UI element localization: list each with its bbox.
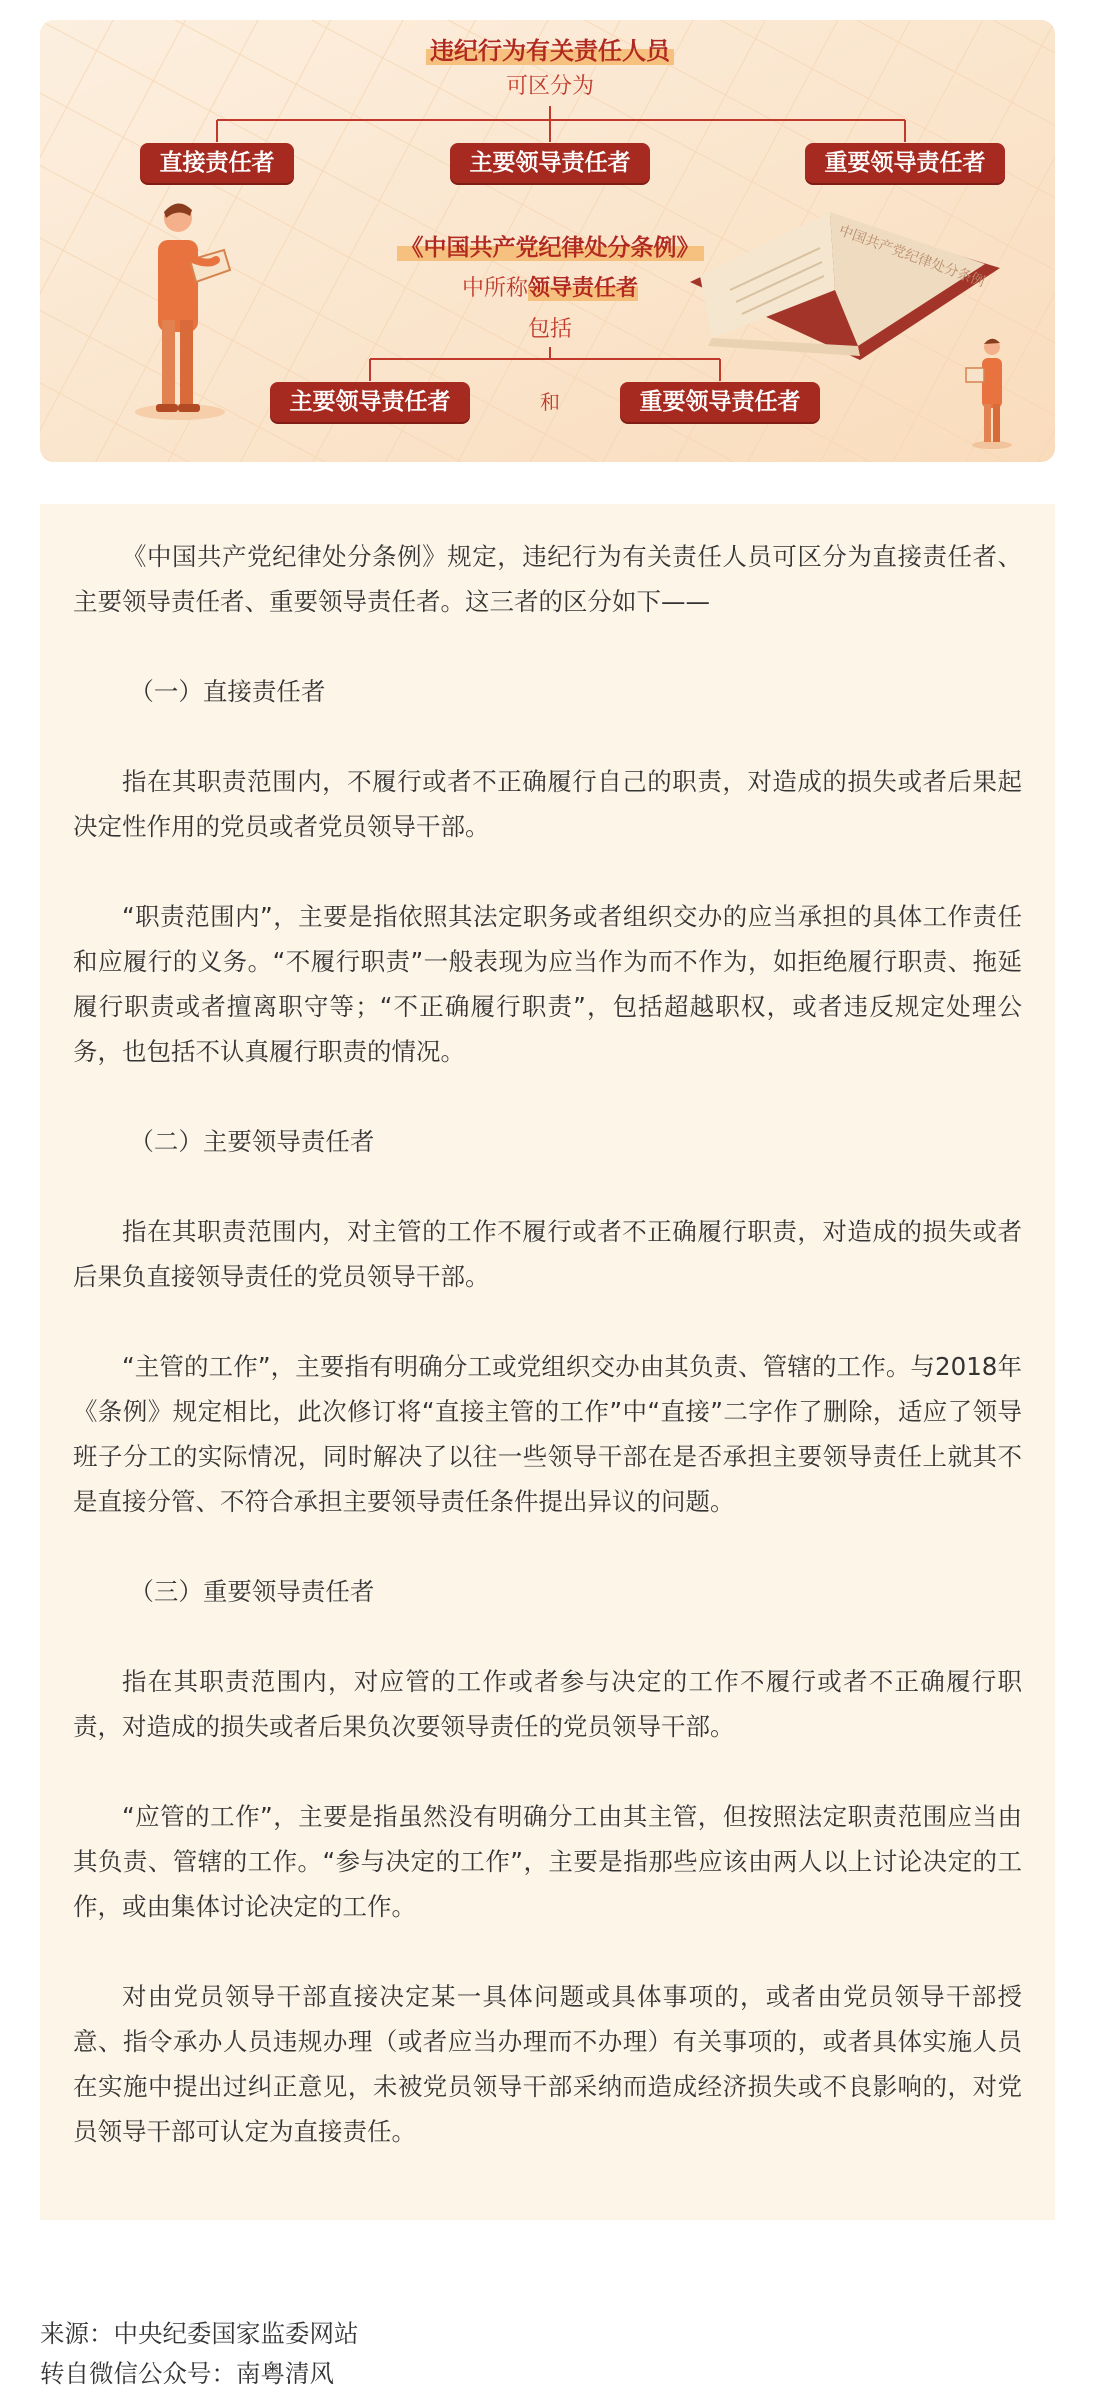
regulation-title: 《中国共产党纪律处分条例》 (380, 232, 720, 264)
category-direct-responsible: 直接责任者 (140, 143, 294, 183)
article-paragraph: 指在其职责范围内，对应管的工作或者参与决定的工作不履行或者不正确履行职责，对造成的损失或者后果负次要领导责任的党员领导干部。 (73, 1667, 1022, 1741)
infographic-subtitle: 可区分为 (505, 74, 594, 99)
regulation-mid-line: 中所称领导责任者 (461, 275, 639, 301)
category-important-leader-responsible: 重要领导责任者 (805, 143, 1005, 183)
section-heading-important-leader: （三）重要领导责任者 (129, 1577, 375, 1606)
article-paragraph: 指在其职责范围内，对主管的工作不履行或者不正确履行职责，对造成的损失或者后果负直接领导责任的党员领导干部。 (73, 1217, 1022, 1291)
article-paragraph: 指在其职责范围内，不履行或者不正确履行自己的职责，对造成的损失或者后果起决定性作用的党员或者党员领导干部。 (73, 767, 1022, 841)
leader-main-pill: 主要领导责任者 (270, 382, 470, 422)
article-paragraph: “职责范围内”，主要是指依照其法定职务或者组织交办的应当承担的具体工作责任和应履行的义务。“不履行职责”一般表现为应当作为而不作为，如拒绝履行职责、拖延履行职责或者擅离职守等；“不正确履行职责”，包括超越职权，或者违反规定处理公务，也包括不认真履行职责的情况。 (73, 902, 1022, 1066)
article-paragraph: 《中国共产党纪律处分条例》规定，违纪行为有关责任人员可区分为直接责任者、主要领导责任者、重要领导责任者。这三者的区分如下—— (73, 542, 1022, 616)
article-paragraph: “主管的工作”，主要指有明确分工或党组织交办由其负责、管辖的工作。与2018年《条例》规定相比，此次修订将“直接主管的工作”中“直接”二字作了删除，适应了领导班子分工的实际情况，同时解决了以往一些领导干部在是否承担主要领导责任上就其不是直接分管、不符合承担主要领导责任条件提出异议的问题。 (73, 1352, 1022, 1516)
article-paragraph: “应管的工作”，主要是指虽然没有明确分工由其主管，但按照法定职责范围应当由其负责、管辖的工作。“参与决定的工作”，主要是指那些应该由两人以上讨论决定的工作，或由集体讨论决定的工作。 (73, 1802, 1022, 1921)
includes-label: 包括 (527, 317, 572, 342)
leader-important-pill: 重要领导责任者 (620, 382, 820, 422)
repost-credit: 转自微信公众号：南粤清风 (40, 2359, 334, 2388)
and-label: 和 (540, 390, 560, 414)
footer-credits (40, 2314, 1040, 2394)
source-credit: 来源：中央纪委国家监委网站 (40, 2319, 359, 2348)
article-paragraph: 对由党员领导干部直接决定某一具体问题或具体事项的，或者由党员领导干部授意、指令承办人员违规办理（或者应当办理而不办理）有关事项的，或者具体实施人员在实施中提出过纠正意见，未被党员领导干部采纳而造成经济损失或不良影响的，对党员领导干部可认定为直接责任。 (73, 1982, 1022, 2146)
category-main-leader-responsible: 主要领导责任者 (450, 143, 650, 183)
article-body (40, 504, 1055, 2220)
svg-text:中国共产党纪律处分条例: 中国共产党纪律处分条例 (836, 222, 987, 291)
infographic-banner (40, 20, 1055, 462)
section-heading-main-leader: （二）主要领导责任者 (129, 1127, 375, 1156)
infographic-headline: 违纪行为有关责任人员 (405, 34, 695, 68)
section-heading-direct: （一）直接责任者 (129, 677, 326, 706)
